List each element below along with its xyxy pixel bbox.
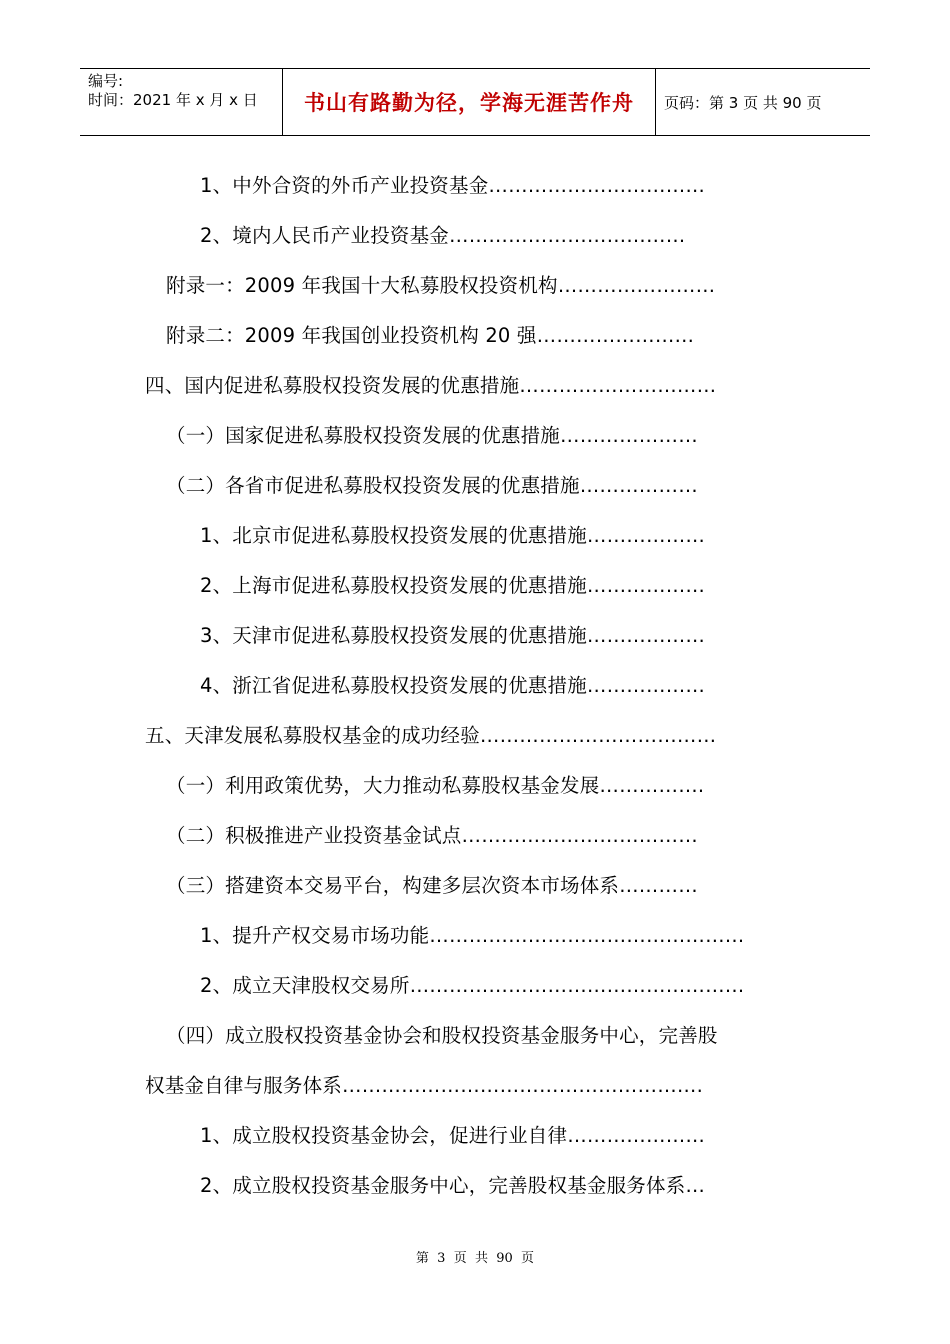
header-page-cell xyxy=(656,69,870,135)
toc-entry: 附录一：2009 年我国十大私募股权投资机构…………………… xyxy=(166,274,716,297)
toc-entry: （二）积极推进产业投资基金试点……………………………… xyxy=(166,824,698,847)
header-motto-cell xyxy=(282,69,656,135)
toc-entry: 2、成立股权投资基金服务中心，完善股权基金服务体系… xyxy=(200,1174,706,1197)
toc-entry: （一）利用政策优势，大力推动私募股权基金发展……………. xyxy=(166,774,705,797)
page-header xyxy=(80,68,870,136)
toc-entry: 权基金自律与服务体系………………………………………………. xyxy=(145,1074,703,1097)
toc-entry: 1、北京市促进私募股权投资发展的优惠措施……………… xyxy=(200,524,706,547)
toc-entry: （四）成立股权投资基金协会和股权投资基金服务中心，完善股 xyxy=(166,1024,718,1047)
toc-entry: 3、天津市促进私募股权投资发展的优惠措施……………… xyxy=(200,624,706,647)
toc-entry: 1、中外合资的外币产业投资基金…………………………… xyxy=(200,174,706,197)
toc-entry: 1、提升产权交易市场功能………………………………………… xyxy=(200,924,745,947)
page-footer: 第 3 页 共 90 页 xyxy=(415,1251,535,1266)
toc-entry: 1、成立股权投资基金协会，促进行业自律………………… xyxy=(200,1124,706,1147)
toc-entry: 附录二：2009 年我国创业投资机构 20 强…………………… xyxy=(166,324,695,347)
toc-entry: 四、国内促进私募股权投资发展的优惠措施………………………… xyxy=(145,374,717,397)
toc-entry: 4、浙江省促进私募股权投资发展的优惠措施……………… xyxy=(200,674,706,697)
header-left-cell xyxy=(80,69,282,135)
toc-entry: （三）搭建资本交易平台，构建多层次资本市场体系………… xyxy=(166,874,698,897)
toc-entry: （一）国家促进私募股权投资发展的优惠措施………………… xyxy=(166,424,698,447)
document-number-label: 编号: xyxy=(88,72,124,90)
header-motto: 书山有路勤为径，学海无涯苦作舟 xyxy=(304,91,634,115)
toc-entry: 2、境内人民币产业投资基金……………………………… xyxy=(200,224,686,247)
toc-entry: 五、天津发展私募股权基金的成功经验……………………………… xyxy=(145,724,717,747)
toc-entry: 2、成立天津股权交易所…………………………………………… xyxy=(200,974,745,997)
document-date-label: 时间：2021 年 x 月 x 日 xyxy=(88,91,258,109)
toc-entry: （二）各省市促进私募股权投资发展的优惠措施……………… xyxy=(166,474,698,497)
header-page-code: 页码：第 3 页 共 90 页 xyxy=(664,93,822,112)
toc-entry: 2、上海市促进私募股权投资发展的优惠措施……………… xyxy=(200,574,706,597)
